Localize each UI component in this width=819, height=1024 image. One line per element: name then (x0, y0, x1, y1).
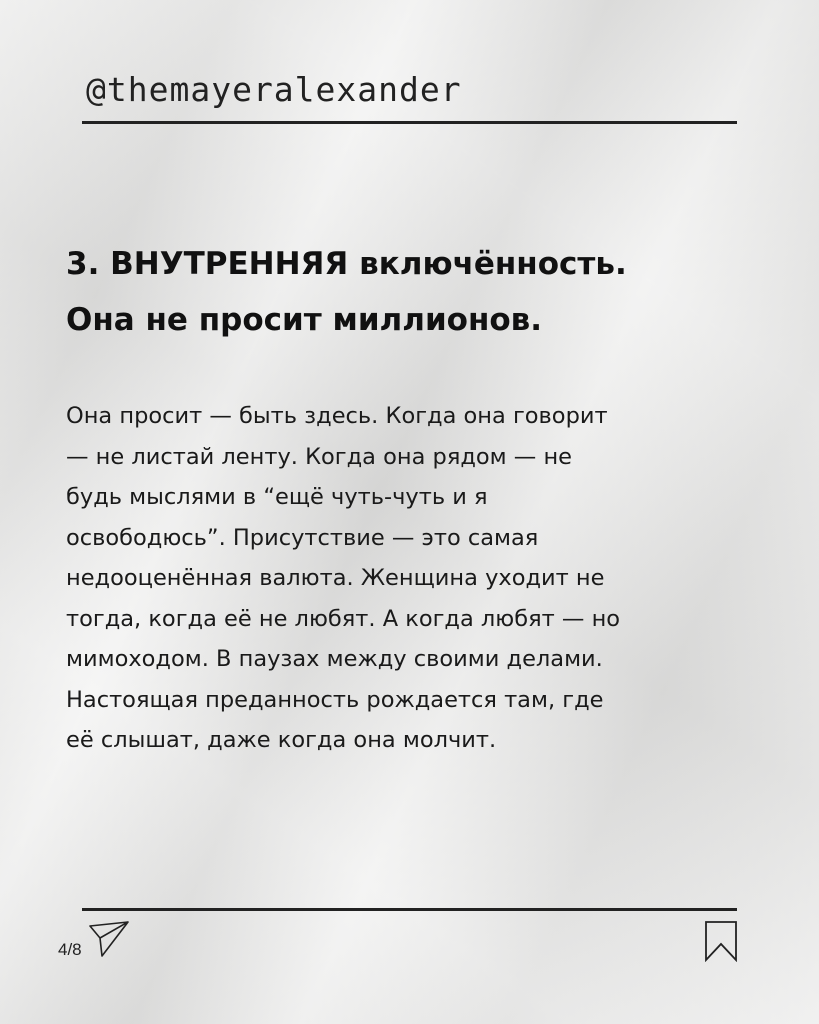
title-line: Она не просит миллионов. (66, 302, 543, 338)
body-line: Настоящая преданность рождается там, где (66, 686, 604, 713)
body-line: — не листай ленту. Когда она рядом — не (66, 443, 573, 470)
author-handle: @themayeralexander (86, 70, 462, 109)
body-line: мимоходом. В паузах между своими делами. (66, 646, 603, 672)
slide-title (66, 236, 766, 348)
body-line: тогда, когда её не любят. А когда любят — но (66, 605, 621, 632)
send-icon[interactable] (88, 918, 130, 960)
slide-body-text (66, 396, 746, 761)
bottom-divider (82, 908, 737, 911)
top-divider (82, 121, 737, 124)
body-line: Она просит — быть здесь. Когда она говорит (66, 403, 608, 429)
body-line: освободюсь”. Присутствие — это самая (66, 524, 539, 551)
body-line: будь мыслями в “ещё чуть-чуть и я (66, 484, 488, 510)
title-line: 3. ВНУТРЕННЯЯ включённость. (66, 246, 627, 282)
body-line: её слышат, даже когда она молчит. (66, 727, 497, 753)
bookmark-icon[interactable] (704, 920, 738, 962)
body-line: недооценённая валюта. Женщина уходит не (66, 565, 605, 591)
page-indicator: 4/8 (58, 940, 82, 959)
